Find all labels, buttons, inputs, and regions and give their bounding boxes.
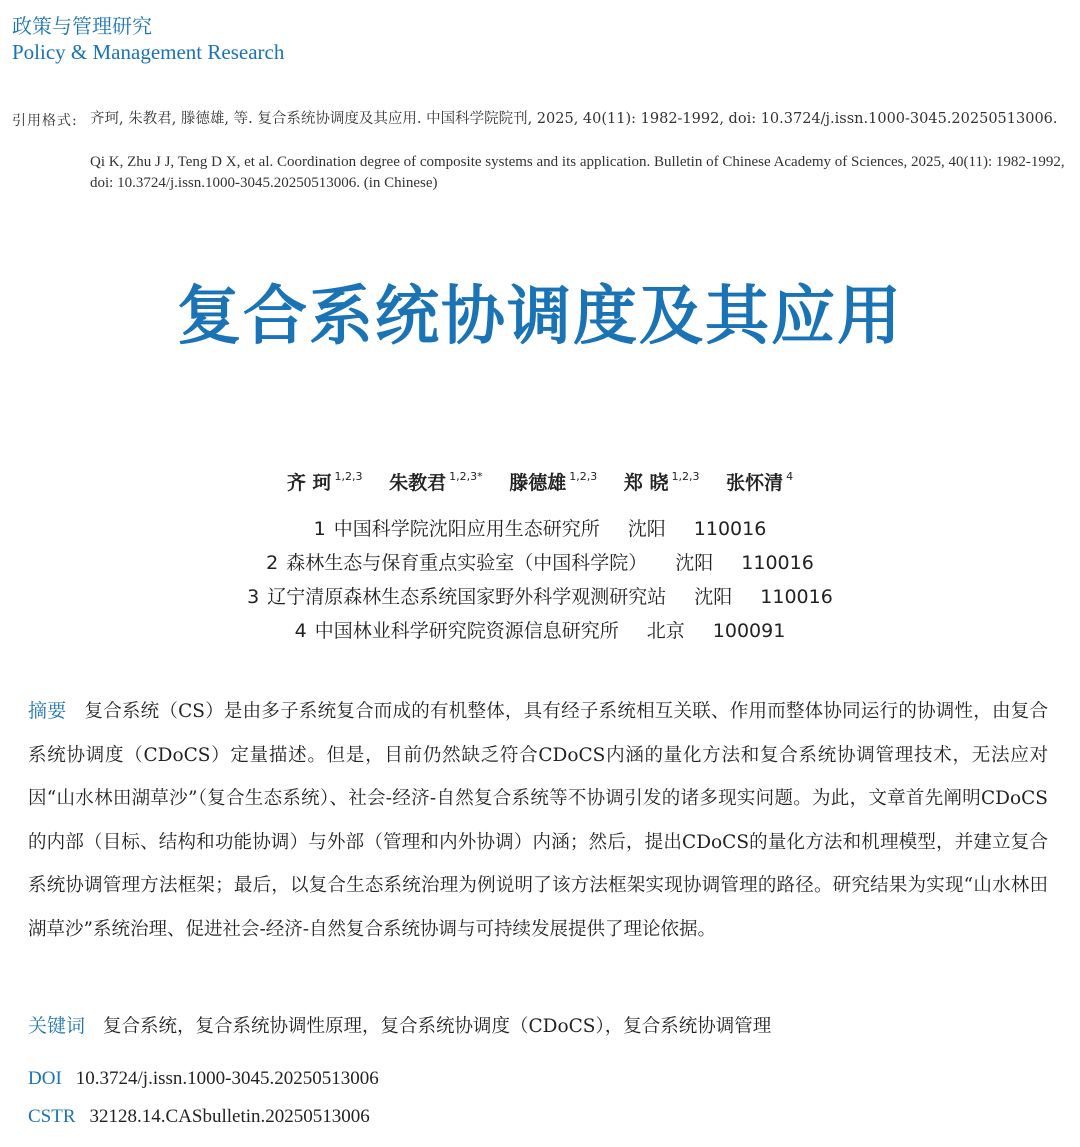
- author: 滕德雄 $^{1,2,3}$: [509, 470, 598, 494]
- author-affiliation-marker: 4: [786, 470, 794, 483]
- cstr-label: CSTR: [28, 1106, 76, 1127]
- abstract: [28, 690, 1048, 951]
- doi: [28, 1068, 379, 1090]
- citation-cn: 齐珂, 朱教君, 滕德雄, 等. 复合系统协调度及其应用. 中国科学院院刊, 2025, 40(11): 1982-1992, doi: 10.3724/j.issn.1000-3045.20250513006.: [90, 111, 1058, 127]
- abstract-label: 摘要: [28, 700, 67, 722]
- author: 张怀清 $^4$: [726, 470, 794, 494]
- affiliation: 4 中国林业科学研究院资源信息研究所 北京 100091: [294, 620, 786, 642]
- affiliation-list: [0, 512, 1080, 648]
- cstr: [28, 1106, 370, 1128]
- cstr-value: 32128.14.CASbulletin.20250513006: [89, 1106, 370, 1127]
- author-affiliation-marker: 1,2,3*: [449, 470, 483, 483]
- section-title-cn: 政策与管理研究: [12, 14, 152, 38]
- doi-label: DOI: [28, 1068, 62, 1089]
- affiliation: 1 中国科学院沈阳应用生态研究所 沈阳 110016: [313, 518, 767, 540]
- citation-label: 引用格式:: [12, 113, 78, 129]
- author-affiliation-marker: 1,2,3: [334, 470, 363, 483]
- author-list: [0, 468, 1080, 495]
- doi-value: 10.3724/j.issn.1000-3045.20250513006: [75, 1068, 379, 1089]
- keywords: [28, 1006, 1058, 1047]
- author-affiliation-marker: 1,2,3: [569, 470, 598, 483]
- abstract-text: 复合系统（CS）是由多子系统复合而成的有机整体，具有经子系统相互关联、作用而整体协同运行的协调性，由复合系统协调度（CDoCS）定量描述。但是，目前仍然缺乏符合CDoCS内涵的量化方法和复合系统协调管理技术，无法应对因“山水林田湖草沙”（复合生态系统）、社会-经济-自然复合系统等不协调引发的诸多现实问题。为此，文章首先阐明CDoCS的内部（目标、结构和功能协调）与外部（管理和内外协调）内涵；然后，提出CDoCS的量化方法和机理模型，并建立复合系统协调管理方法框架；最后，以复合生态系统治理为例说明了该方法框架实现协调管理的路径。研究结果为实现“山水林田湖草沙”系统治理、促进社会-经济-自然复合系统协调与可持续发展提供了理论依据。: [28, 701, 1048, 940]
- keywords-label: 关键词: [28, 1015, 86, 1037]
- paper-title: 复合系统协调度及其应用: [177, 280, 903, 354]
- affiliation: 2 森林生态与保育重点实验室（中国科学院） 沈阳 110016: [266, 552, 814, 574]
- author: 齐 珂 $^{1,2,3}$: [286, 470, 363, 494]
- author: 朱教君 $^{1,2,3*}$: [389, 470, 483, 494]
- affiliation: 3 辽宁清原森林生态系统国家野外科学观测研究站 沈阳 110016: [247, 586, 833, 608]
- author-affiliation-marker: 1,2,3: [671, 470, 700, 483]
- author: 郑 晓 $^{1,2,3}$: [623, 470, 700, 494]
- citation-en: Qi K, Zhu J J, Teng D X, et al. Coordination degree of composite systems and its application. Bulletin of Chinese Academy of Sciences, 2025, 40(11): 1982-1992, doi: 10.3724/j.issn.1000-3045.20250513006. (in Chinese): [90, 154, 1065, 191]
- section-title-en: Policy & Management Research: [12, 40, 285, 64]
- keywords-text: 复合系统，复合系统协调性原理，复合系统协调度（CDoCS），复合系统协调管理: [103, 1016, 772, 1037]
